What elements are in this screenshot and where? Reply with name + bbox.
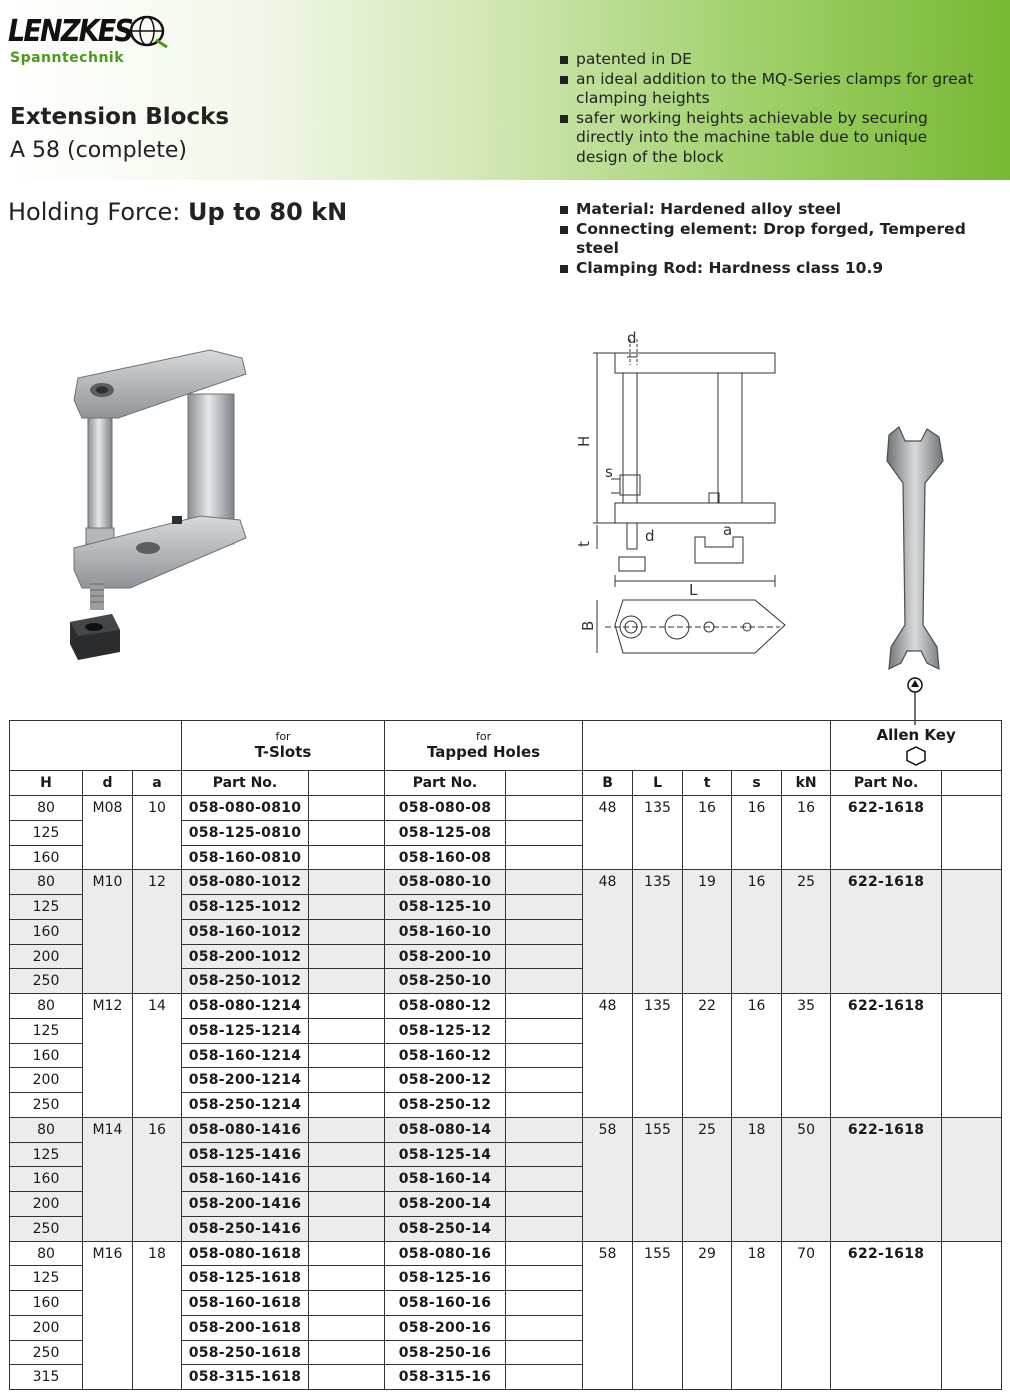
cell-t: 22 <box>683 994 732 1118</box>
tapped-header-for: for <box>475 730 492 743</box>
feature-item: safer working heights achievable by securing directly into the machine table due to unique design of the block <box>560 109 980 168</box>
cell-key-part: 622-1618 <box>831 994 942 1118</box>
cell-H: 125 <box>10 1142 83 1167</box>
cell-kN: 70 <box>782 1241 831 1390</box>
cell-tslot-part: 058-160-1618 <box>182 1291 309 1316</box>
cell-blank <box>506 796 583 821</box>
cell-key-part: 622-1618 <box>831 796 942 870</box>
cell-H: 125 <box>10 1018 83 1043</box>
cell-d: M16 <box>83 1241 133 1390</box>
cell-blank <box>506 1365 583 1390</box>
cell-blank <box>309 919 385 944</box>
cell-tslot-part: 058-080-1416 <box>182 1117 309 1142</box>
cell-blank <box>942 1117 1002 1241</box>
cell-tapped-part: 058-160-10 <box>385 919 506 944</box>
holding-force-label: Holding Force: <box>8 198 181 226</box>
cell-s: 18 <box>732 1117 782 1241</box>
dim-label-d: d <box>627 329 637 347</box>
cell-blank <box>506 895 583 920</box>
spec-list <box>560 200 980 278</box>
cell-key-part: 622-1618 <box>831 1241 942 1390</box>
cell-blank <box>506 1291 583 1316</box>
blank-header-cell <box>583 721 831 771</box>
cell-H: 160 <box>10 845 83 870</box>
table-row <box>10 994 1002 1019</box>
cell-a: 16 <box>133 1117 182 1241</box>
cell-tslot-part: 058-125-1012 <box>182 895 309 920</box>
blank-header-cell <box>10 721 182 771</box>
cell-tslot-part: 058-160-1214 <box>182 1043 309 1068</box>
cell-d: M10 <box>83 870 133 994</box>
cell-blank <box>506 1167 583 1192</box>
cell-H: 250 <box>10 969 83 994</box>
cell-tapped-part: 058-250-14 <box>385 1216 506 1241</box>
cell-tapped-part: 058-160-14 <box>385 1167 506 1192</box>
allen-key-pointer <box>908 678 922 725</box>
cell-H: 200 <box>10 944 83 969</box>
cell-tslot-part: 058-250-1214 <box>182 1093 309 1118</box>
feature-list <box>560 50 980 167</box>
cell-tslot-part: 058-160-0810 <box>182 845 309 870</box>
cell-H: 80 <box>10 994 83 1019</box>
feature-item: patented in DE <box>560 50 980 70</box>
cell-tapped-part: 058-160-12 <box>385 1043 506 1068</box>
allen-key-label: Allen Key <box>876 725 956 744</box>
cell-H: 80 <box>10 796 83 821</box>
cell-L: 155 <box>633 1241 683 1390</box>
dim-label-d2: d <box>645 527 655 545</box>
holding-force-value: Up to 80 kN <box>188 198 348 226</box>
cell-tslot-part: 058-250-1012 <box>182 969 309 994</box>
cell-blank <box>506 944 583 969</box>
cell-key-part: 622-1618 <box>831 870 942 994</box>
cell-tslot-part: 058-125-1214 <box>182 1018 309 1043</box>
cell-tapped-part: 058-080-16 <box>385 1241 506 1266</box>
cell-H: 160 <box>10 919 83 944</box>
cell-d: M14 <box>83 1117 133 1241</box>
cell-tslot-part: 058-250-1416 <box>182 1216 309 1241</box>
cell-H: 80 <box>10 1241 83 1266</box>
cell-blank <box>309 994 385 1019</box>
cell-blank <box>506 1018 583 1043</box>
cell-tslot-part: 058-125-1618 <box>182 1266 309 1291</box>
cell-L: 155 <box>633 1117 683 1241</box>
brand-name: LENZKES <box>8 14 133 49</box>
dim-label-L: L <box>689 581 698 599</box>
cell-B: 48 <box>583 870 633 994</box>
cell-blank <box>309 1068 385 1093</box>
dim-label-s: s <box>605 463 613 481</box>
cell-H: 125 <box>10 895 83 920</box>
cell-t: 25 <box>683 1117 732 1241</box>
cell-blank <box>506 1117 583 1142</box>
cell-tapped-part: 058-250-10 <box>385 969 506 994</box>
cell-tslot-part: 058-200-1618 <box>182 1315 309 1340</box>
cell-a: 18 <box>133 1241 182 1390</box>
cell-H: 250 <box>10 1340 83 1365</box>
cell-tslot-part: 058-080-0810 <box>182 796 309 821</box>
cell-H: 80 <box>10 870 83 895</box>
cell-tslot-part: 058-080-1618 <box>182 1241 309 1266</box>
cell-blank <box>506 1093 583 1118</box>
column-header-key-part: Part No. <box>831 771 942 796</box>
cell-B: 58 <box>583 1241 633 1390</box>
cell-H: 160 <box>10 1167 83 1192</box>
cell-blank <box>506 1241 583 1266</box>
cell-blank <box>309 1117 385 1142</box>
spec-item: Clamping Rod: Hardness class 10.9 <box>560 259 980 279</box>
column-header-B: B <box>583 771 633 796</box>
hexagon-icon <box>905 746 927 766</box>
cell-blank <box>506 919 583 944</box>
tapped-header <box>385 721 583 771</box>
cell-blank <box>506 1068 583 1093</box>
column-header-t: t <box>683 771 732 796</box>
cell-blank <box>309 1043 385 1068</box>
holding-force <box>8 198 347 226</box>
cell-tslot-part: 058-080-1214 <box>182 994 309 1019</box>
cell-L: 135 <box>633 870 683 994</box>
cell-tapped-part: 058-080-12 <box>385 994 506 1019</box>
cell-blank <box>309 796 385 821</box>
tslots-header-label: T-Slots <box>254 743 312 761</box>
cell-blank <box>506 1340 583 1365</box>
cell-blank <box>506 1216 583 1241</box>
cell-H: 250 <box>10 1216 83 1241</box>
cell-blank <box>309 969 385 994</box>
cell-blank <box>309 1241 385 1266</box>
table-row <box>10 870 1002 895</box>
cell-kN: 25 <box>782 870 831 994</box>
cell-s: 16 <box>732 870 782 994</box>
cell-blank <box>309 895 385 920</box>
cell-H: 125 <box>10 1266 83 1291</box>
cell-blank <box>942 870 1002 994</box>
cell-tapped-part: 058-200-10 <box>385 944 506 969</box>
cell-blank <box>309 1093 385 1118</box>
cell-tapped-part: 058-080-08 <box>385 796 506 821</box>
cell-blank <box>309 845 385 870</box>
cell-tslot-part: 058-160-1416 <box>182 1167 309 1192</box>
cell-t: 29 <box>683 1241 732 1390</box>
cell-blank <box>942 994 1002 1118</box>
cell-blank <box>506 994 583 1019</box>
cell-s: 16 <box>732 796 782 870</box>
cell-tslot-part: 058-200-1214 <box>182 1068 309 1093</box>
cell-tapped-part: 058-250-16 <box>385 1340 506 1365</box>
column-header-s: s <box>732 771 782 796</box>
cell-kN: 16 <box>782 796 831 870</box>
cell-H: 200 <box>10 1315 83 1340</box>
cell-L: 135 <box>633 994 683 1118</box>
column-header-blank <box>942 771 1002 796</box>
cell-blank <box>309 1192 385 1217</box>
cell-tslot-part: 058-315-1618 <box>182 1365 309 1390</box>
cell-blank <box>309 1167 385 1192</box>
cell-a: 10 <box>133 796 182 870</box>
cell-H: 250 <box>10 1093 83 1118</box>
column-header-tslot-part: Part No. <box>182 771 309 796</box>
cell-tapped-part: 058-160-16 <box>385 1291 506 1316</box>
cell-blank <box>506 1043 583 1068</box>
table-row <box>10 1117 1002 1142</box>
cell-tapped-part: 058-200-16 <box>385 1315 506 1340</box>
cell-tslot-part: 058-125-0810 <box>182 820 309 845</box>
cell-t: 19 <box>683 870 732 994</box>
column-header-tapped-part: Part No. <box>385 771 506 796</box>
dim-label-B: B <box>579 620 597 631</box>
cell-blank <box>506 870 583 895</box>
cell-tapped-part: 058-200-14 <box>385 1192 506 1217</box>
cell-tapped-part: 058-200-12 <box>385 1068 506 1093</box>
tslots-header-for: for <box>275 730 291 743</box>
cell-blank <box>309 820 385 845</box>
cell-B: 58 <box>583 1117 633 1241</box>
cell-tapped-part: 058-080-14 <box>385 1117 506 1142</box>
column-header-L: L <box>633 771 683 796</box>
cell-B: 48 <box>583 796 633 870</box>
parts-table <box>9 720 1002 1390</box>
feature-item: an ideal addition to the MQ-Series clamps for great clamping heights <box>560 70 980 109</box>
spec-item: Connecting element: Drop forged, Tempered steel <box>560 220 980 259</box>
dim-label-t: t <box>575 541 593 547</box>
cell-tapped-part: 058-080-10 <box>385 870 506 895</box>
table-row <box>10 1241 1002 1266</box>
cell-blank <box>309 1340 385 1365</box>
globe-icon <box>126 14 168 48</box>
cell-blank <box>506 1315 583 1340</box>
cell-kN: 50 <box>782 1117 831 1241</box>
tslots-header <box>182 721 385 771</box>
cell-tapped-part: 058-315-16 <box>385 1365 506 1390</box>
column-header-d: d <box>83 771 133 796</box>
cell-blank <box>309 1365 385 1390</box>
cell-H: 160 <box>10 1291 83 1316</box>
cell-blank <box>942 796 1002 870</box>
cell-tapped-part: 058-125-14 <box>385 1142 506 1167</box>
cell-tslot-part: 058-200-1416 <box>182 1192 309 1217</box>
cell-H: 80 <box>10 1117 83 1142</box>
parts-table-body <box>10 796 1002 1390</box>
cell-key-part: 622-1618 <box>831 1117 942 1241</box>
cell-blank <box>309 1142 385 1167</box>
cell-tslot-part: 058-200-1012 <box>182 944 309 969</box>
cell-blank <box>506 1142 583 1167</box>
column-header-kN: kN <box>782 771 831 796</box>
cell-tapped-part: 058-125-08 <box>385 820 506 845</box>
cell-tapped-part: 058-160-08 <box>385 845 506 870</box>
cell-L: 135 <box>633 796 683 870</box>
dim-label-H: H <box>575 435 593 447</box>
tapped-header-label: Tapped Holes <box>426 743 541 761</box>
cell-tslot-part: 058-160-1012 <box>182 919 309 944</box>
cell-blank <box>506 969 583 994</box>
cell-s: 18 <box>732 1241 782 1390</box>
cell-blank <box>942 1241 1002 1390</box>
brand-logo <box>8 8 168 68</box>
page-subtitle: A 58 (complete) <box>10 138 187 163</box>
cell-blank <box>309 1266 385 1291</box>
cell-a: 12 <box>133 870 182 994</box>
table-row <box>10 796 1002 821</box>
cell-blank <box>506 845 583 870</box>
cell-blank <box>506 1192 583 1217</box>
technical-drawing <box>575 325 800 665</box>
cell-blank <box>309 870 385 895</box>
cell-blank <box>309 1216 385 1241</box>
column-header-a: a <box>133 771 182 796</box>
cell-H: 160 <box>10 1043 83 1068</box>
cell-tslot-part: 058-125-1416 <box>182 1142 309 1167</box>
product-photo <box>60 330 270 670</box>
cell-blank <box>309 1291 385 1316</box>
cell-H: 125 <box>10 820 83 845</box>
dim-label-a: a <box>723 521 733 539</box>
cell-d: M12 <box>83 994 133 1118</box>
cell-d: M08 <box>83 796 133 870</box>
column-header-blank <box>506 771 583 796</box>
cell-H: 200 <box>10 1192 83 1217</box>
page-title: Extension Blocks <box>10 104 230 130</box>
cell-H: 200 <box>10 1068 83 1093</box>
cell-kN: 35 <box>782 994 831 1118</box>
brand-tagline: Spanntechnik <box>10 50 125 66</box>
cell-blank <box>506 1266 583 1291</box>
cell-B: 48 <box>583 994 633 1118</box>
cell-H: 315 <box>10 1365 83 1390</box>
column-header-blank <box>309 771 385 796</box>
cell-tapped-part: 058-125-10 <box>385 895 506 920</box>
cell-t: 16 <box>683 796 732 870</box>
column-header-H: H <box>10 771 83 796</box>
cell-blank <box>309 1315 385 1340</box>
cell-tapped-part: 058-125-16 <box>385 1266 506 1291</box>
cell-tapped-part: 058-250-12 <box>385 1093 506 1118</box>
cell-tapped-part: 058-125-12 <box>385 1018 506 1043</box>
cell-tslot-part: 058-080-1012 <box>182 870 309 895</box>
cell-s: 16 <box>732 994 782 1118</box>
allen-key-header <box>831 721 1002 771</box>
spec-item: Material: Hardened alloy steel <box>560 200 980 220</box>
cell-blank <box>506 820 583 845</box>
cell-a: 14 <box>133 994 182 1118</box>
wrench-illustration <box>875 425 955 725</box>
cell-blank <box>309 1018 385 1043</box>
cell-tslot-part: 058-250-1618 <box>182 1340 309 1365</box>
cell-blank <box>309 944 385 969</box>
